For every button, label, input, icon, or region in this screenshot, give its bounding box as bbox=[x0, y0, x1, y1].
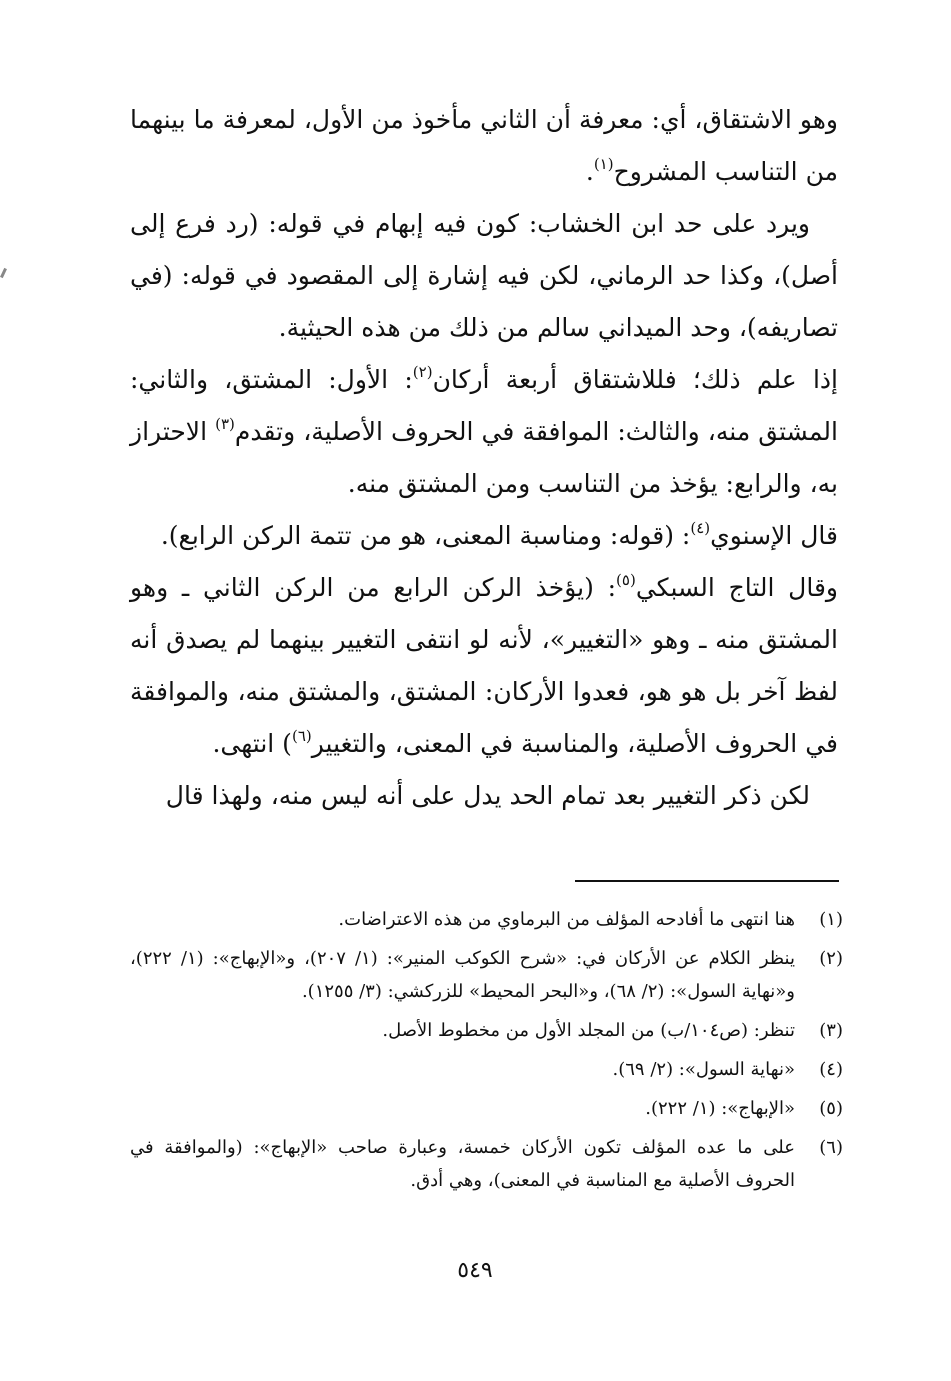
footnote-ref-5[interactable]: (٥) bbox=[616, 571, 636, 589]
footnote-text: «نهاية السول»: (٢/ ٦٩). bbox=[612, 1059, 795, 1080]
footnote-text: تنظر: (ص١٠٤/ب) من المجلد الأول من مخطوط الأصل. bbox=[382, 1020, 795, 1041]
footnote-5 bbox=[130, 1092, 843, 1125]
page-number: ٥٤٩ bbox=[457, 1258, 493, 1283]
footnote-ref-4[interactable]: (٤) bbox=[690, 519, 711, 537]
footnote-number: (٢) bbox=[819, 948, 843, 969]
footnote-4 bbox=[130, 1053, 843, 1086]
footnote-ref-6[interactable]: (٦) bbox=[291, 727, 312, 745]
paragraph-2: ويرد على حد ابن الخشاب: كون فيه إبهام في قوله: (رد فرع إلى أصل)، وكذا حد الرماني، لكن فيه إشارة إلى المقصود في قوله: (في تصاريفه)، وحد الميداني سالم من ذلك من هذه الحيثية. bbox=[130, 209, 838, 342]
footnote-text: على ما عده المؤلف تكون الأركان خمسة، وعبارة صاحب «الإبهاج»: (والموافقة في الحروف الأصلية مع المناسبة في المعنى)، وهي أدق. bbox=[130, 1137, 795, 1191]
footnote-6 bbox=[130, 1131, 843, 1197]
paragraph-5: وقال التاج السبكي$^{(٥)}$: (يؤخذ الركن الرابع من الركن الثاني ـ وهو المشتق منه ـ وهو «التغيير»، لأنه لو انتفى التغيير بينهما لم يصدق أنه لفظ آخر بل هو هو، فعدوا الأركان: المشتق، والمشتق منه، والموافقة في الحروف الأصلية، والمناسبة في المعنى، والتغيير$^{(٦)}$) انتهى. bbox=[130, 571, 838, 758]
footnote-1 bbox=[130, 903, 843, 936]
footnote-number: (٥) bbox=[819, 1098, 843, 1119]
footnote-number: (٤) bbox=[819, 1059, 843, 1080]
footnote-text: هنا انتهى ما أفادحه المؤلف من البرماوي من هذه الاعتراضات. bbox=[338, 909, 795, 930]
footnote-2 bbox=[130, 942, 843, 1008]
paragraph-3: إذا علم ذلك؛ فللاشتقاق أربعة أركان$^{(٢)}$: الأول: المشتق، والثاني: المشتق منه، والثالث: الموافقة في الحروف الأصلية، وتقدم$^{(٣)}$ الاحتراز به، والرابع: يؤخذ من التناسب ومن المشتق منه. bbox=[130, 363, 838, 498]
footnote-separator bbox=[575, 880, 839, 882]
paragraph-4: قال الإسنوي$^{(٤)}$: (قوله: ومناسبة المعنى، هو من تتمة الركن الرابع). bbox=[160, 519, 838, 550]
footnote-ref-1[interactable]: (١) bbox=[593, 155, 614, 173]
footnotes-section bbox=[130, 903, 843, 1203]
footnote-text: «الإبهاج»: (١/ ٢٢٢). bbox=[645, 1098, 795, 1119]
footnote-text: ينظر الكلام عن الأركان في: «شرح الكوكب المنير»: (١/ ٢٠٧)، و«الإبهاج»: (١/ ٢٢٢)، و«نهاية السول»: (٢/ ٦٨)، و«البحر المحيط» للزركشي: (٣/ ١٢٥٥). bbox=[130, 948, 795, 1002]
paragraph-1: وهو الاشتقاق، أي: معرفة أن الثاني مأخوذ من الأول، لمعرفة ما بينهما من التناسب المشروح$^{(١)}$. bbox=[130, 105, 838, 186]
footnote-ref-3[interactable]: (٣) bbox=[215, 415, 235, 433]
footnote-3 bbox=[130, 1014, 843, 1047]
footnote-number: (١) bbox=[819, 909, 843, 930]
footnote-number: (٣) bbox=[819, 1020, 843, 1041]
margin-mark bbox=[0, 268, 7, 278]
paragraph-6: لكن ذكر التغيير بعد تمام الحد يدل على أنه ليس منه، ولهذا قال bbox=[165, 781, 810, 810]
footnote-number: (٦) bbox=[819, 1137, 843, 1158]
footnote-ref-2[interactable]: (٢) bbox=[412, 363, 433, 381]
main-text bbox=[130, 94, 838, 822]
